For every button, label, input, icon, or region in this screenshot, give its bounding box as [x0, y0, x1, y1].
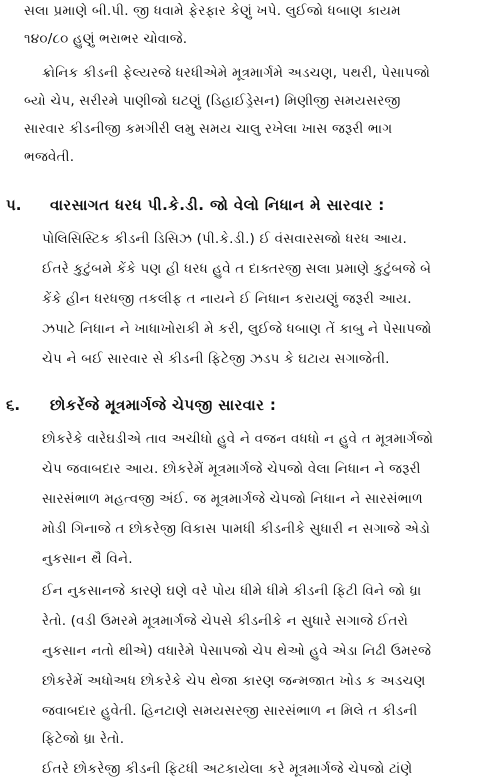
text-line: રેતો. (વડી ઉમરમે મૂત્રમાર્ગજે ચેપસે કીડનીકે ન સુધારે સગાજે ઈતરો: [42, 613, 409, 629]
text-line: ચેપ જવાબદાર આય. છોકરેમેં મૂત્રમાર્ગજે ચેપજો વેલા નિધાન ને જરૂરી: [42, 461, 421, 477]
section-title: વારસાગત ધરધ પી.કે.ડી. જો વેલો નિધાન મે સારવાર :: [50, 196, 385, 214]
text-line: સારસંભાળ મહત્વજી અંઈ. જ મૂત્રમાર્ગજે ચેપજો નિધાન ને સારસંભાળ: [42, 491, 423, 507]
text-line: સલા પ્રમાણે બી.પી. જી ધવામે ફેરફાર કેણું ખપે. લુઈજો ધબાણ કાયમ: [24, 3, 401, 19]
text-line: ચેપ ને બઈ સારવાર સે કીડની ફિટેજી ઝડપ કે ઘટાય સગાજેતી.: [42, 351, 390, 367]
text-line: કેંકે હીન ધરધજી તકલીફ ત નાયને ઈ નિધાન કરાયણું જરૂરી આય.: [42, 291, 412, 307]
text-line: ઈતરે છોકરેજી કીડની ફિટધી અટકાયેલા કરે મૂત્રમાર્ગજે ચેપજો ટાંણે: [42, 761, 413, 777]
text-line: જવાબદાર હુવેતી. હિનટાણે સમયસરજી સારસંભાળ ન મિલે ત કીડની: [42, 703, 418, 719]
section-number: ૬.: [6, 396, 21, 414]
text-line: ફિટેજો ધ્રા રેતો.: [42, 731, 125, 747]
text-line: ઈતરે કુટુંબમે કેંકે પણ હી ધરધ હુવે ત દાક્તરજી સલા પ્રમાણે કુટુંબજે બે: [42, 261, 432, 277]
text-line: ભજવેતી.: [24, 149, 75, 165]
text-line: ઝપાટે નિધાન ને ખાધાખોરાકી મે કરી, લુઈજે ધબાણ તેં કાબુ ને પેસાપજો: [42, 321, 432, 337]
text-line: મોડી ગિનાજે ત છોકરેજી વિકાસ પામધી કીડનીકે સુધારી ન સગાજે એડો: [42, 521, 431, 537]
text-line: ક્રોનિક કીડની ફેલ્યરજે ધરધીએમે મૂત્રમાર્ગમે અડચણ, પથરી, પેસાપજો: [42, 65, 431, 81]
text-line: છોકરેકે વારેઘડીએ તાવ અચીધો હુવે ને વજન વધધો ન હુવે ત મૂત્રમાર્ગજો: [42, 431, 434, 447]
section-number: પ.: [6, 196, 22, 214]
text-line: ૧૪૦/૮૦ હુણું ભરાભર ચોવાજે.: [24, 31, 188, 47]
text-line: પોલિસિસ્ટિક કીડની ડિસિઝ (પી.કે.ડી.) ઈ વંસવારસજો ધરધ આય.: [42, 231, 407, 247]
text-line: ઈન નુકસાનજે કારણે ઘણે વરે પોય ધીમે ધીમે કીડની ફિટી વિને જો ધ્રા: [42, 583, 422, 599]
text-line: બ્યો ચેપ, સરીરમે પાણીજો ઘટણું (ડિહાઈડ્રેસન) મિણીજી સમયસરજી: [24, 93, 401, 109]
text-line: નુકસાન થૈ વિને.: [42, 551, 133, 567]
section-title: છોકરેંજે મૂત્રમાર્ગજે ચેપજી સારવાર :: [50, 396, 277, 414]
text-line: છોકરેમેં અધોઅધ છોકરેકે ચેપ થેજા કારણ જન્મજાત ખોડ ક અડચણ: [42, 673, 426, 689]
text-line: નુકસાન નતો થીએ) વધારેમે પેસાપજો ચેપ થેઓ હુવે એડા નિઢી ઉમરજે: [42, 643, 432, 659]
text-line: સારવાર કીડનીજી કમગીરી લમુ સમય ચાલુ રખેલા ખાસ જરૂરી ભાગ: [24, 121, 393, 137]
